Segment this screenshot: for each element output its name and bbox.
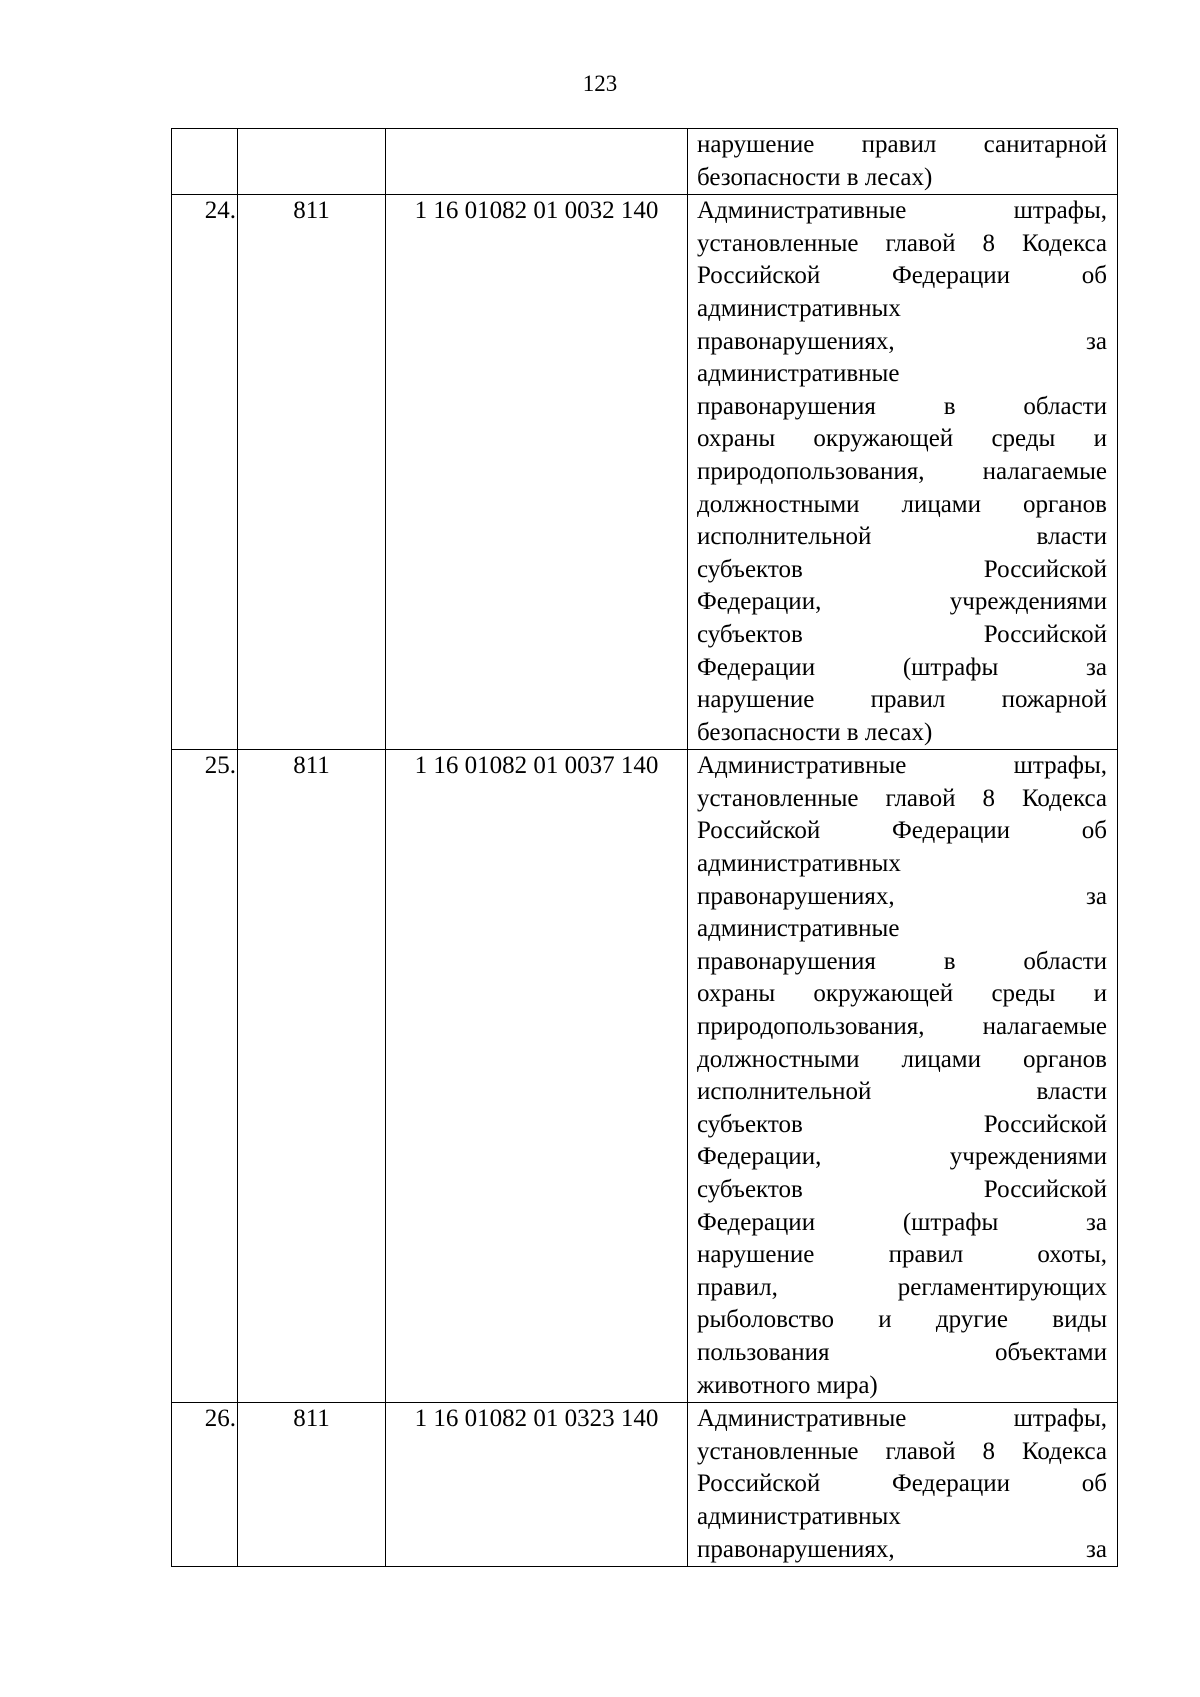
description-line: правил, регламентирующих <box>697 1273 1107 1301</box>
description-line: должностными лицами органов <box>697 1045 1107 1073</box>
description-line: исполнительной власти <box>697 1078 1107 1106</box>
page-number: 123 <box>582 71 618 96</box>
budget-classification-code-cell: 1 16 01082 01 0323 140 <box>386 1403 688 1567</box>
description-line: охраны окружающей среды и <box>697 425 1107 453</box>
description-cell <box>688 129 1118 195</box>
description-line: субъектов Российской <box>697 620 1107 648</box>
description-line: Российской Федерации об <box>697 817 1107 845</box>
table-row <box>172 129 1118 195</box>
description-line: правонарушения в области <box>697 392 1107 420</box>
row-number-cell: 25. <box>172 750 238 1403</box>
description-cell <box>688 750 1118 1403</box>
description-line: нарушение правил охоты, <box>697 1241 1107 1269</box>
description-line: административные <box>697 360 900 388</box>
row-number-cell: 26. <box>172 1403 238 1567</box>
description-line: исполнительной власти <box>697 523 1107 551</box>
description-line: животного мира) <box>697 1371 878 1399</box>
description-line: должностными лицами органов <box>697 490 1107 518</box>
description-line: Административные штрафы, <box>697 752 1107 780</box>
description-line: безопасности в лесах) <box>697 163 933 191</box>
table-row <box>172 750 1118 1403</box>
description-line: охраны окружающей среды и <box>697 980 1107 1008</box>
description-line: безопасности в лесах) <box>697 718 933 746</box>
budget-codes-table <box>171 128 1118 1567</box>
description-line: Федерации, учреждениями <box>697 588 1107 616</box>
description-line: административные <box>697 915 900 943</box>
row-number-cell: 24. <box>172 195 238 750</box>
description-line: субъектов Российской <box>697 555 1107 583</box>
description-line: правонарушения в области <box>697 947 1107 975</box>
description-line: установленные главой 8 Кодекса <box>697 1437 1107 1465</box>
row-number-cell <box>172 129 238 195</box>
table-body <box>172 129 1118 1567</box>
description-line: установленные главой 8 Кодекса <box>697 784 1107 812</box>
description-line: субъектов Российской <box>697 1110 1107 1138</box>
table-row <box>172 1403 1118 1567</box>
description-line: природопользования, налагаемые <box>697 1013 1107 1041</box>
budget-classification-code-cell: 1 16 01082 01 0032 140 <box>386 195 688 750</box>
description-line: Административные штрафы, <box>697 197 1107 225</box>
description-line: рыболовство и другие виды <box>697 1306 1107 1334</box>
description-line: Административные штрафы, <box>697 1405 1107 1433</box>
description-line: правонарушениях, за <box>697 327 1107 355</box>
administrator-code-cell: 811 <box>238 1403 386 1567</box>
description-line: пользования объектами <box>697 1338 1107 1366</box>
description-line: Российской Федерации об <box>697 1470 1107 1498</box>
description-line: нарушение правил пожарной <box>697 686 1107 714</box>
description-line: правонарушениях, за <box>697 1535 1107 1563</box>
description-line: Федерации (штрафы за <box>697 653 1107 681</box>
description-line: административных <box>697 1502 901 1530</box>
budget-classification-code-cell: 1 16 01082 01 0037 140 <box>386 750 688 1403</box>
description-line: правонарушениях, за <box>697 882 1107 910</box>
administrator-code-cell: 811 <box>238 750 386 1403</box>
description-cell <box>688 195 1118 750</box>
table-row <box>172 195 1118 750</box>
description-line: субъектов Российской <box>697 1176 1107 1203</box>
description-line: административных <box>697 294 901 322</box>
description-line: установленные главой 8 Кодекса <box>697 229 1107 257</box>
description-line: Федерации (штрафы за <box>697 1208 1107 1236</box>
administrator-code-cell <box>238 129 386 195</box>
description-line: Российской Федерации об <box>697 262 1107 290</box>
description-cell <box>688 1403 1118 1567</box>
administrator-code-cell: 811 <box>238 195 386 750</box>
description-line: нарушение правил санитарной <box>697 131 1107 158</box>
budget-classification-code-cell <box>386 129 688 195</box>
description-line: административных <box>697 850 901 878</box>
description-line: Федерации, учреждениями <box>697 1143 1107 1171</box>
description-line: природопользования, налагаемые <box>697 457 1107 485</box>
